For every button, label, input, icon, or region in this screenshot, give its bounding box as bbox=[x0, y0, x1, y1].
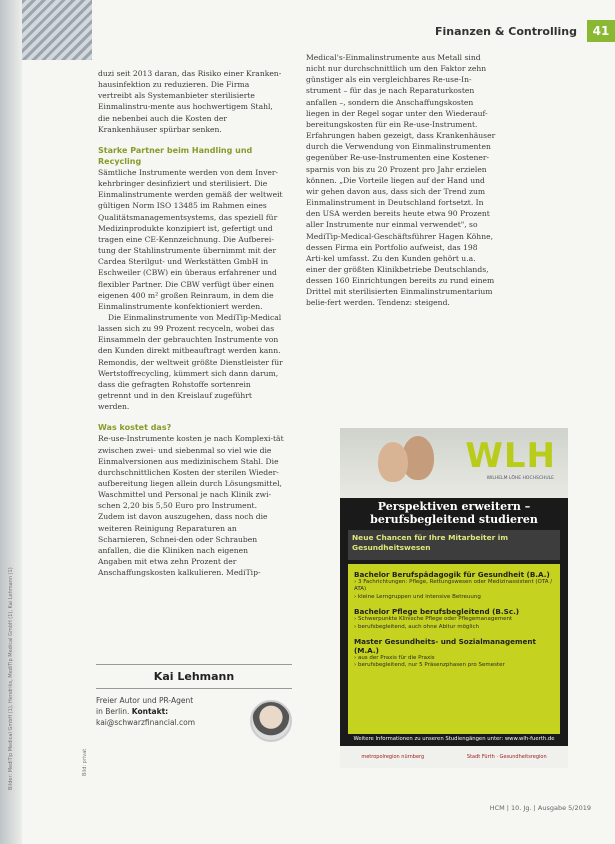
corner-decoration bbox=[22, 0, 92, 60]
section-title: Finanzen & Controlling bbox=[434, 24, 577, 38]
author-bio-line: in Berlin. bbox=[96, 707, 130, 716]
author-email: kai@schwarzfinancial.com bbox=[96, 718, 196, 727]
ad-partner-logos bbox=[340, 746, 568, 768]
photo-credits-vertical: Bilder: MediTip Medical GmbH (1), Hendriks, MediTip Medical GmbH (1), Kai Lehmann (1) bbox=[8, 567, 14, 790]
program-bullet: › berufsbegleitend, nur 5 Präsenzphasen pro Semester bbox=[354, 662, 554, 669]
author-bio-line: Freier Autor und PR-Agent bbox=[96, 696, 194, 705]
ad-photo bbox=[340, 428, 568, 498]
contact-label: Kontakt: bbox=[131, 707, 169, 716]
advertisement bbox=[340, 428, 568, 768]
paragraph: duzi seit 2013 daran, das Risiko einer Kranken-hausinfektion zu reduzieren. Die Firma vertreibt als Systemanbieter sterilisierte Einmalinstru-mente aus hochwertigem Stahl, die nebenbei auch die Kosten der Krankenhäuser spürbar senken. bbox=[98, 69, 282, 134]
program-bullet: › aus der Praxis für die Praxis bbox=[354, 655, 554, 662]
subheading-costs: Was kostet das? bbox=[98, 423, 172, 433]
paragraph: Sämtliche Instrumente werden von dem Inver-kehrbringer desinfiziert und sterilisiert. Die Einmalinstrumente werden gemäß der weltweit gültigen Norm ISO 13485 im Rahmen eines Qualitätsmanagementsystems, das speziell für Medizinprodukte konzipiert ist, gefertigt und tragen eine CE-Kennzeichnung. Die Aufberei-tung der Stahlinstrumente übernimmt mit der Cardea Sterilgut- und Werkstätten GmbH in Eschweiler (CBW) ein überaus erfahrener und flexibler Partner. Die CBW verfügt über einen eigenen 400 m² großen Reinraum, in dem die Einmalinstrumente konfektioniert werden. bbox=[98, 167, 283, 311]
ad-headline: Perspektiven erweitern – berufsbegleitend studieren bbox=[370, 500, 538, 526]
wlh-logo-subtitle: WILHELM LÖHE HOCHSCHULE bbox=[486, 476, 554, 481]
article-column-left bbox=[98, 68, 284, 578]
program-bullet: › 3 Fachrichtungen: Pflege, Rettungswesen oder Medizinassistent (OTA / ATA) bbox=[354, 579, 554, 594]
program-title: Master Gesundheits- und Sozialmanagement (M.A.) bbox=[354, 637, 536, 656]
program-bullet: › Schwerpunkte Klinische Pflege oder Pflegemanagement bbox=[354, 616, 554, 623]
page-header bbox=[435, 20, 615, 42]
ad-subline: Neue Chancen für Ihre Mitarbeiter im Gesundheitswesen bbox=[348, 530, 560, 560]
page-folio: HCM | 10. Jg. | Ausgabe 5/2019 bbox=[489, 804, 591, 812]
program-bullet: › kleine Lerngruppen und intensive Betreuung bbox=[354, 594, 554, 601]
program-title: Bachelor Berufspädagogik für Gesundheit (B.A.) bbox=[354, 570, 550, 579]
photo-credit-margin: Bild: privat bbox=[82, 748, 88, 776]
author-avatar bbox=[250, 700, 292, 742]
paragraph: Die Einmalinstrumente von MediTip-Medical lassen sich zu 99 Prozent recyceln, wobei das Einsammeln der gebrauchten Instrumente von den Kunden direkt mitbeauftragt werden kann. Remondis, der weltweit größte Dienstleister für Wertstoffrecycling, kümmert sich dann darum, dass die gefragten Rohstoffe sortenrein getrennt und in den Kreislauf zugeführt werden. bbox=[98, 312, 283, 412]
article-column-right bbox=[306, 52, 496, 309]
ad-program-list bbox=[348, 564, 560, 734]
person-image bbox=[378, 442, 408, 482]
program-title: Bachelor Pflege berufsbegleitend (B.Sc.) bbox=[354, 607, 520, 617]
wlh-logo: WLH bbox=[465, 436, 556, 476]
paragraph: Re-use-Instrumente kosten je nach Komplexi-tät zwischen zwei- und siebenmal so viel wie die Einmalversionen aus medizinischem Stahl. Die durchschnittlichen Kosten der sterilen Wieder-aufbereitung liegen allein durch Lösungsmittel, Waschmittel und Personal je nach Klinik zwi-schen 2,20 bis 5,50 Euro pro Instrument. Zudem ist davon auszugehen, dass noch die weiteren Reinigung Reparaturen an Scharnieren, Schnei-den oder Schrauben anfallen, die die Kliniken nach eigenen Angaben mit etwa zehn Prozent der Anschaffungskosten kalkulieren. MediTip- bbox=[98, 434, 284, 578]
paragraph: Medical's-Einmalinstrumente aus Metall sind nicht nur durchschnittlich um den Faktor zehn günstiger als ein vergleichbares Re-use-In-strument – für das je nach Reparaturkosten anfallen –, sondern die Anschaffungskosten liegen in der Regel sogar unter den Wiederauf-bereitungskosten für ein Re-use-Instrument. Erfahrungen haben gezeigt, dass Krankenhäuser durch die Verwendung von Einmalinstrumenten gegenüber Re-use-Instrumenten eine Kostener-sparnis von bis zu 20 Prozent pro Jahr erzielen können. „Die Vorteile liegen auf der Hand und wir gehen davon aus, dass sich der Trend zum Einmalinstrument in Deutschland fortsetzt. In den USA werden bereits heute etwa 90 Prozent aller Instrumente nur einmal verwendet", so MediTip-Medical-Geschäftsführer Hagen Köhne, dessen Firma ein Portfolio aufweist, das 198 Arti-kel umfasst. Zu den Kunden gehört u.a. einer der größten Klinikbetriebe Deutschlands, dessen 160 Einrichtungen bereits zu rund einem Drittel mit sterilisierten Einmalinstrumentarium belie-fert werden. Tendenz: steigend. bbox=[306, 53, 496, 308]
subheading-partner: Starke Partner beim Handling und Recycling bbox=[98, 145, 253, 166]
magazine-page bbox=[22, 0, 615, 844]
author-box bbox=[96, 664, 292, 728]
partner-logo: metropolregion nürnberg bbox=[361, 754, 425, 760]
ad-footer-link: Weitere Informationen zu unseren Studiengängen unter: www.wlh-fuerth.de bbox=[353, 736, 555, 742]
program-bullet: › berufsbegleitend, auch ohne Abitur möglich bbox=[354, 624, 554, 631]
author-bio bbox=[96, 695, 231, 728]
partner-logo: Stadt Fürth · Gesundheitsregion bbox=[466, 754, 547, 760]
page-number-badge: 41 bbox=[587, 20, 615, 42]
author-name: Kai Lehmann bbox=[96, 664, 292, 689]
